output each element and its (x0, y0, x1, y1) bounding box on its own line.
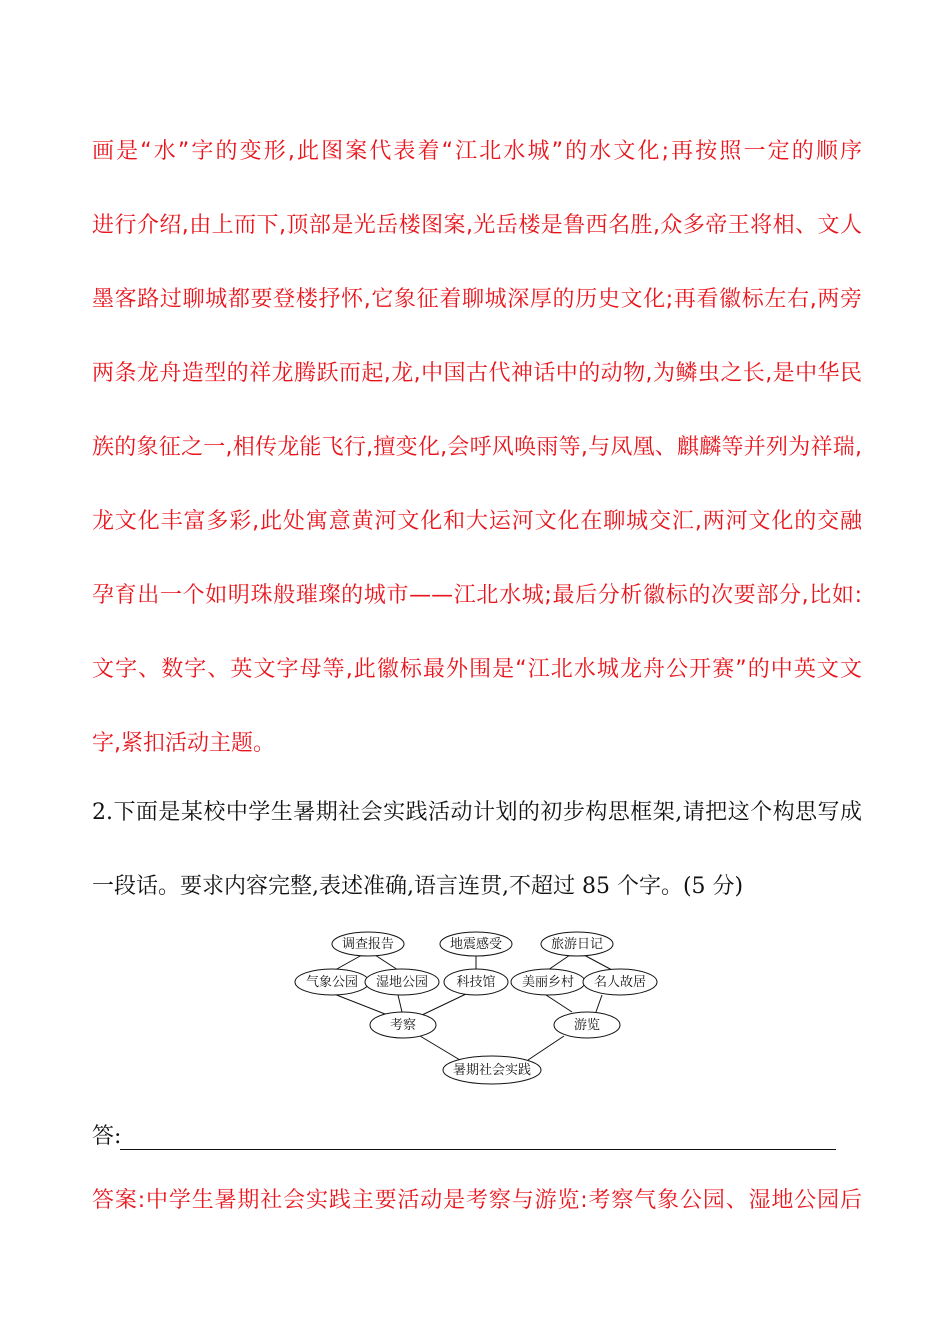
node-beautiful-village (511, 969, 585, 995)
node-inspection (370, 1012, 436, 1038)
node-sightseeing (554, 1012, 620, 1038)
node-science-museum (444, 969, 508, 995)
connector-village-tour (546, 995, 572, 1012)
node-survey-report (332, 932, 404, 956)
node-label: 考察 (389, 1018, 417, 1033)
answer-blank (92, 1122, 836, 1156)
node-celebrity-residence (583, 969, 657, 995)
node-label: 美丽乡村 (521, 975, 575, 990)
explanation-line-3: 墨客路过聊城都要登楼抒怀,它象征着聊城深厚的历史文化;再看徽标左右,两旁 (92, 287, 862, 312)
explanation-line-6: 龙文化丰富多彩,此处寓意黄河文化和大运河文化在聊城交汇,两河文化的交融 (92, 509, 862, 534)
answer-label: 答: (92, 1124, 122, 1149)
connector-diary-village (548, 955, 570, 970)
explanation-line-8: 文字、数字、英文字母等,此徽标最外围是“江北水城龙舟公开赛”的中英文文 (92, 657, 862, 682)
node-label: 暑期社会实践 (452, 1063, 532, 1078)
node-label: 科技馆 (456, 975, 496, 990)
connector-report-wetland (375, 955, 398, 970)
node-label: 游览 (573, 1018, 601, 1033)
question-line-1: 2.下面是某校中学生暑期社会实践活动计划的初步构思框架,请把这个构思写成 (92, 800, 862, 825)
explanation-line-7: 孕育出一个如明珠般璀璨的城市——江北水城;最后分析徽标的次要部分,比如: (92, 583, 862, 608)
explanation-line-2: 进行介绍,由上而下,顶部是光岳楼图案,光岳楼是鲁西名胜,众多帝王将相、文人 (92, 213, 862, 238)
node-earthquake-feeling (440, 932, 512, 956)
connector-residence-tour (596, 995, 602, 1012)
node-wetland-park (365, 969, 439, 995)
node-travel-diary (541, 932, 613, 956)
connector-weather-inspection (334, 994, 385, 1014)
connector-diary-residence (584, 955, 612, 970)
node-label: 地震感受 (449, 937, 503, 952)
explanation-line-9: 字,紧扣活动主题。 (92, 731, 275, 756)
explanation-line-1: 画是“水”字的变形,此图案代表着“江北水城”的水文化;再按照一定的顺序 (92, 139, 862, 164)
connector-wetland-inspection (398, 995, 402, 1012)
connector-museum-inspection (422, 994, 466, 1015)
node-label: 湿地公园 (375, 975, 429, 990)
node-label: 气象公园 (305, 975, 359, 990)
node-weather-park (295, 969, 369, 995)
connector-report-weather (335, 955, 362, 970)
connector-tour-practice (528, 1036, 564, 1060)
connector-inspection-practice (420, 1036, 460, 1060)
activity-framework-diagram (290, 926, 647, 1088)
explanation-line-5: 族的象征之一,相传龙能飞行,擅变化,会呼风唤雨等,与凤凰、麒麟等并列为祥瑞, (92, 435, 862, 460)
explanation-line-4: 两条龙舟造型的祥龙腾跃而起,龙,中国古代神话中的动物,为鳞虫之长,是中华民 (92, 361, 862, 386)
node-label: 调查报告 (341, 937, 395, 952)
question-line-2: 一段话。要求内容完整,表述准确,语言连贯,不超过 85 个字。(5 分) (92, 874, 744, 899)
answer-text-line: 答案:中学生暑期社会实践主要活动是考察与游览:考察气象公园、湿地公园后 (92, 1188, 862, 1213)
node-label: 名人故居 (593, 975, 647, 990)
node-label: 旅游日记 (550, 937, 604, 952)
answer-underline (120, 1149, 836, 1150)
node-summer-social-practice (443, 1056, 541, 1084)
